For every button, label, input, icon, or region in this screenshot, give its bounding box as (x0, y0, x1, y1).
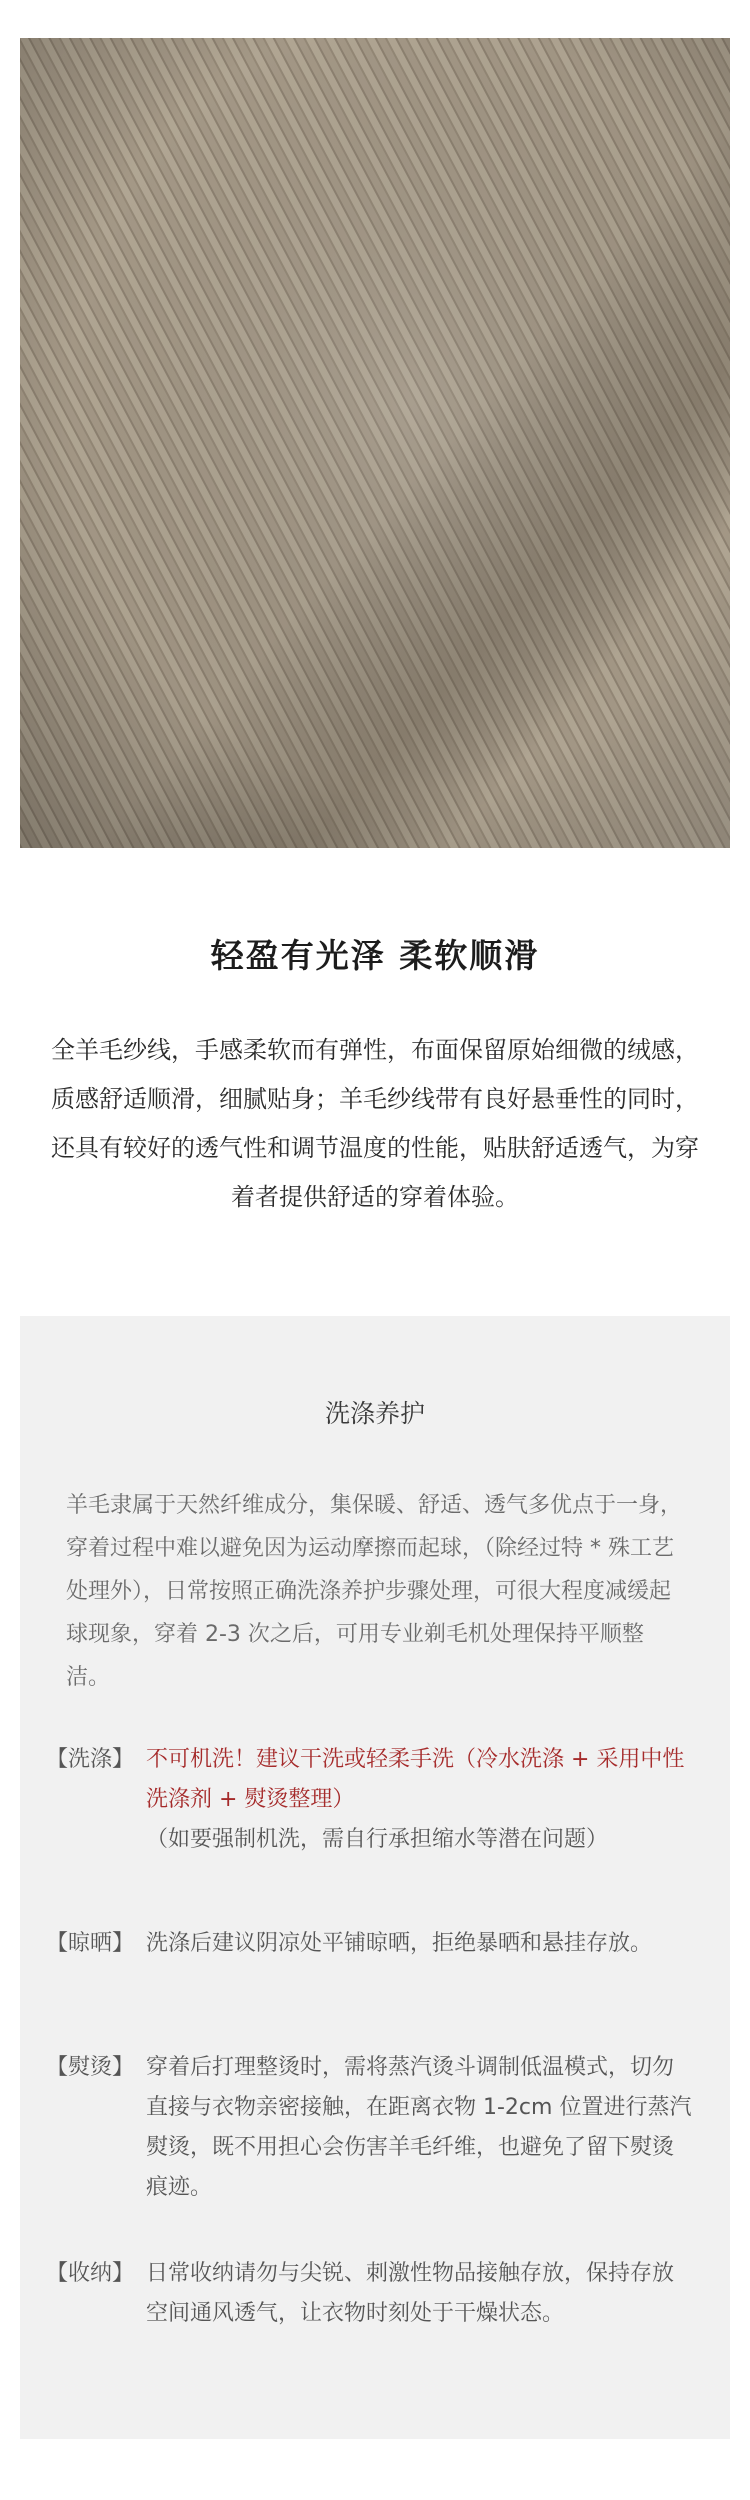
care-item-tag: 【熨烫】 (46, 2055, 135, 2080)
care-item-tag: 【收纳】 (46, 2261, 135, 2286)
washing-warning: 不可机洗！建议干洗或轻柔手洗（冷水洗涤 + 采用中性洗涤剂 + 熨烫整理） (146, 1747, 685, 1812)
fabric-photo (20, 38, 730, 848)
care-item-storage (46, 2254, 694, 2334)
care-section (20, 1316, 730, 2439)
care-item-washing (46, 1740, 694, 1860)
care-item-ironing (46, 2048, 694, 2208)
care-item-text: 日常收纳请勿与尖锐、刺激性物品接触存放，保持存放空间通风透气，让衣物时刻处于干燥状态。 (146, 2261, 675, 2326)
knit-fabric-image (20, 38, 730, 848)
care-title: 洗涤养护 (324, 1399, 425, 1428)
product-intro: 全羊毛纱线，手感柔软而有弹性，布面保留原始细微的绒感，质感舒适顺滑，细腻贴身；羊毛纱线带有良好悬垂性的同时，还具有较好的透气性和调节温度的性能，贴肤舒适透气，为穿着者提供舒适的穿着体验。 (51, 1036, 699, 1211)
care-item-drying (46, 1924, 694, 1964)
care-item-text: 洗涤后建议阴凉处平铺晾晒，拒绝暴晒和悬挂存放。 (146, 1931, 653, 1956)
care-intro: 羊毛隶属于天然纤维成分，集保暖、舒适、透气多优点于一身，穿着过程中难以避免因为运动摩擦而起球，（除经过特 * 殊工艺处理外），日常按照正确洗涤养护步骤处理，可很大程度减缓起球现象，穿着 2-3 次之后，可用专业剃毛机处理保持平顺整洁。 (66, 1493, 683, 1690)
care-item-text: 穿着后打理整烫时，需将蒸汽烫斗调制低温模式，切勿直接与衣物亲密接触，在距离衣物 1-2cm 位置进行蒸汽熨烫，既不用担心会伤害羊毛纤维，也避免了留下熨烫痕迹。 (146, 2055, 692, 2200)
headline: 轻盈有光泽 柔软顺滑 (210, 936, 540, 975)
care-item-tag: 【晾晒】 (46, 1931, 135, 1956)
washing-note: （如要强制机洗，需自行承担缩水等潜在问题） (146, 1827, 609, 1852)
care-item-tag: 【洗涤】 (46, 1747, 135, 1772)
